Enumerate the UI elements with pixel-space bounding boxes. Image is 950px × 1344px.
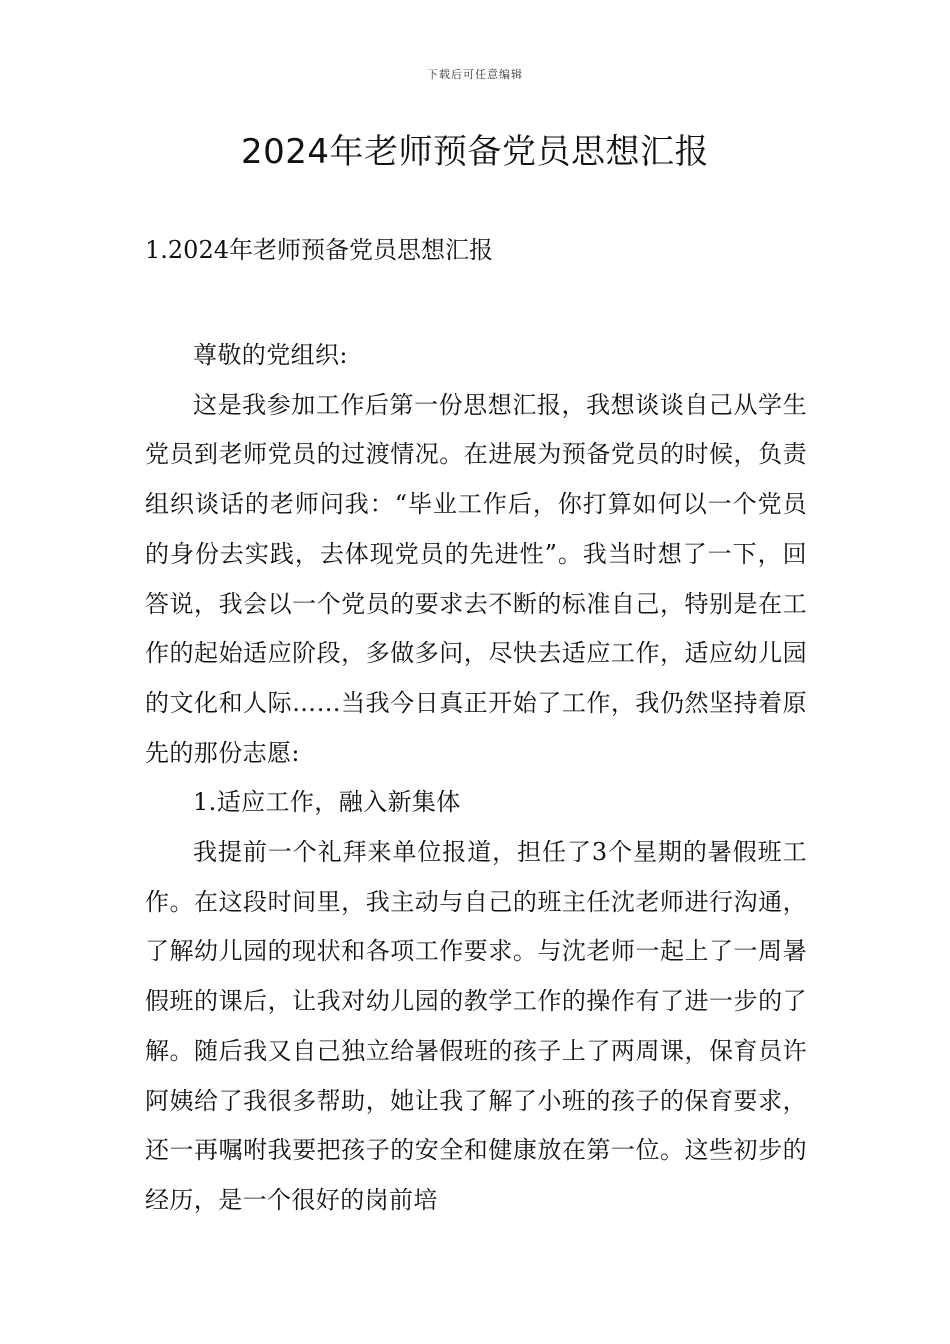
salutation-paragraph: 尊敬的党组织:	[193, 341, 348, 369]
body-paragraph: 我提前一个礼拜来单位报道，担任了3个星期的暑假班工作。在这段时间里，我主动与自己的班主任沈老师进行沟通，了解幼儿园的现状和各项工作要求。与沈老师一起上了一周暑假班的课后，让我对幼儿园的教学工作的操作有了进一步的了解。随后我又自己独立给暑假班的孩子上了两周课，保育员许阿姨给了我很多帮助，她让我了解了小班的孩子的保育要求，还一再嘱咐我要把孩子的安全和健康放在第一位。这些初步的经历，是一个很好的岗前培	[145, 838, 807, 1214]
section-heading: 1.2024年老师预备党员思想汇报	[145, 236, 493, 264]
subsection-heading: 1.适应工作，融入新集体	[193, 788, 461, 817]
document-title: 2024年老师预备党员思想汇报	[240, 132, 710, 172]
body-paragraph: 这是我参加工作后第一份思想汇报，我想谈谈自己从学生党员到老师党员的过渡情况。在进展为预备党员的时候，负责组织谈话的老师问我：“毕业工作后，你打算如何以一个党员的身份去实践，去体现党员的先进性”。我当时想了一下，回答说，我会以一个党员的要求去不断的标准自己，特别是在工作的起始适应阶段，多做多问，尽快去适应工作，适应幼儿园的文化和人际……当我今日真正开始了工作，我仍然坚持着原先的那份志愿:	[145, 390, 807, 767]
document-body	[145, 331, 807, 1226]
header-note: 下载后可任意编辑	[427, 68, 523, 81]
